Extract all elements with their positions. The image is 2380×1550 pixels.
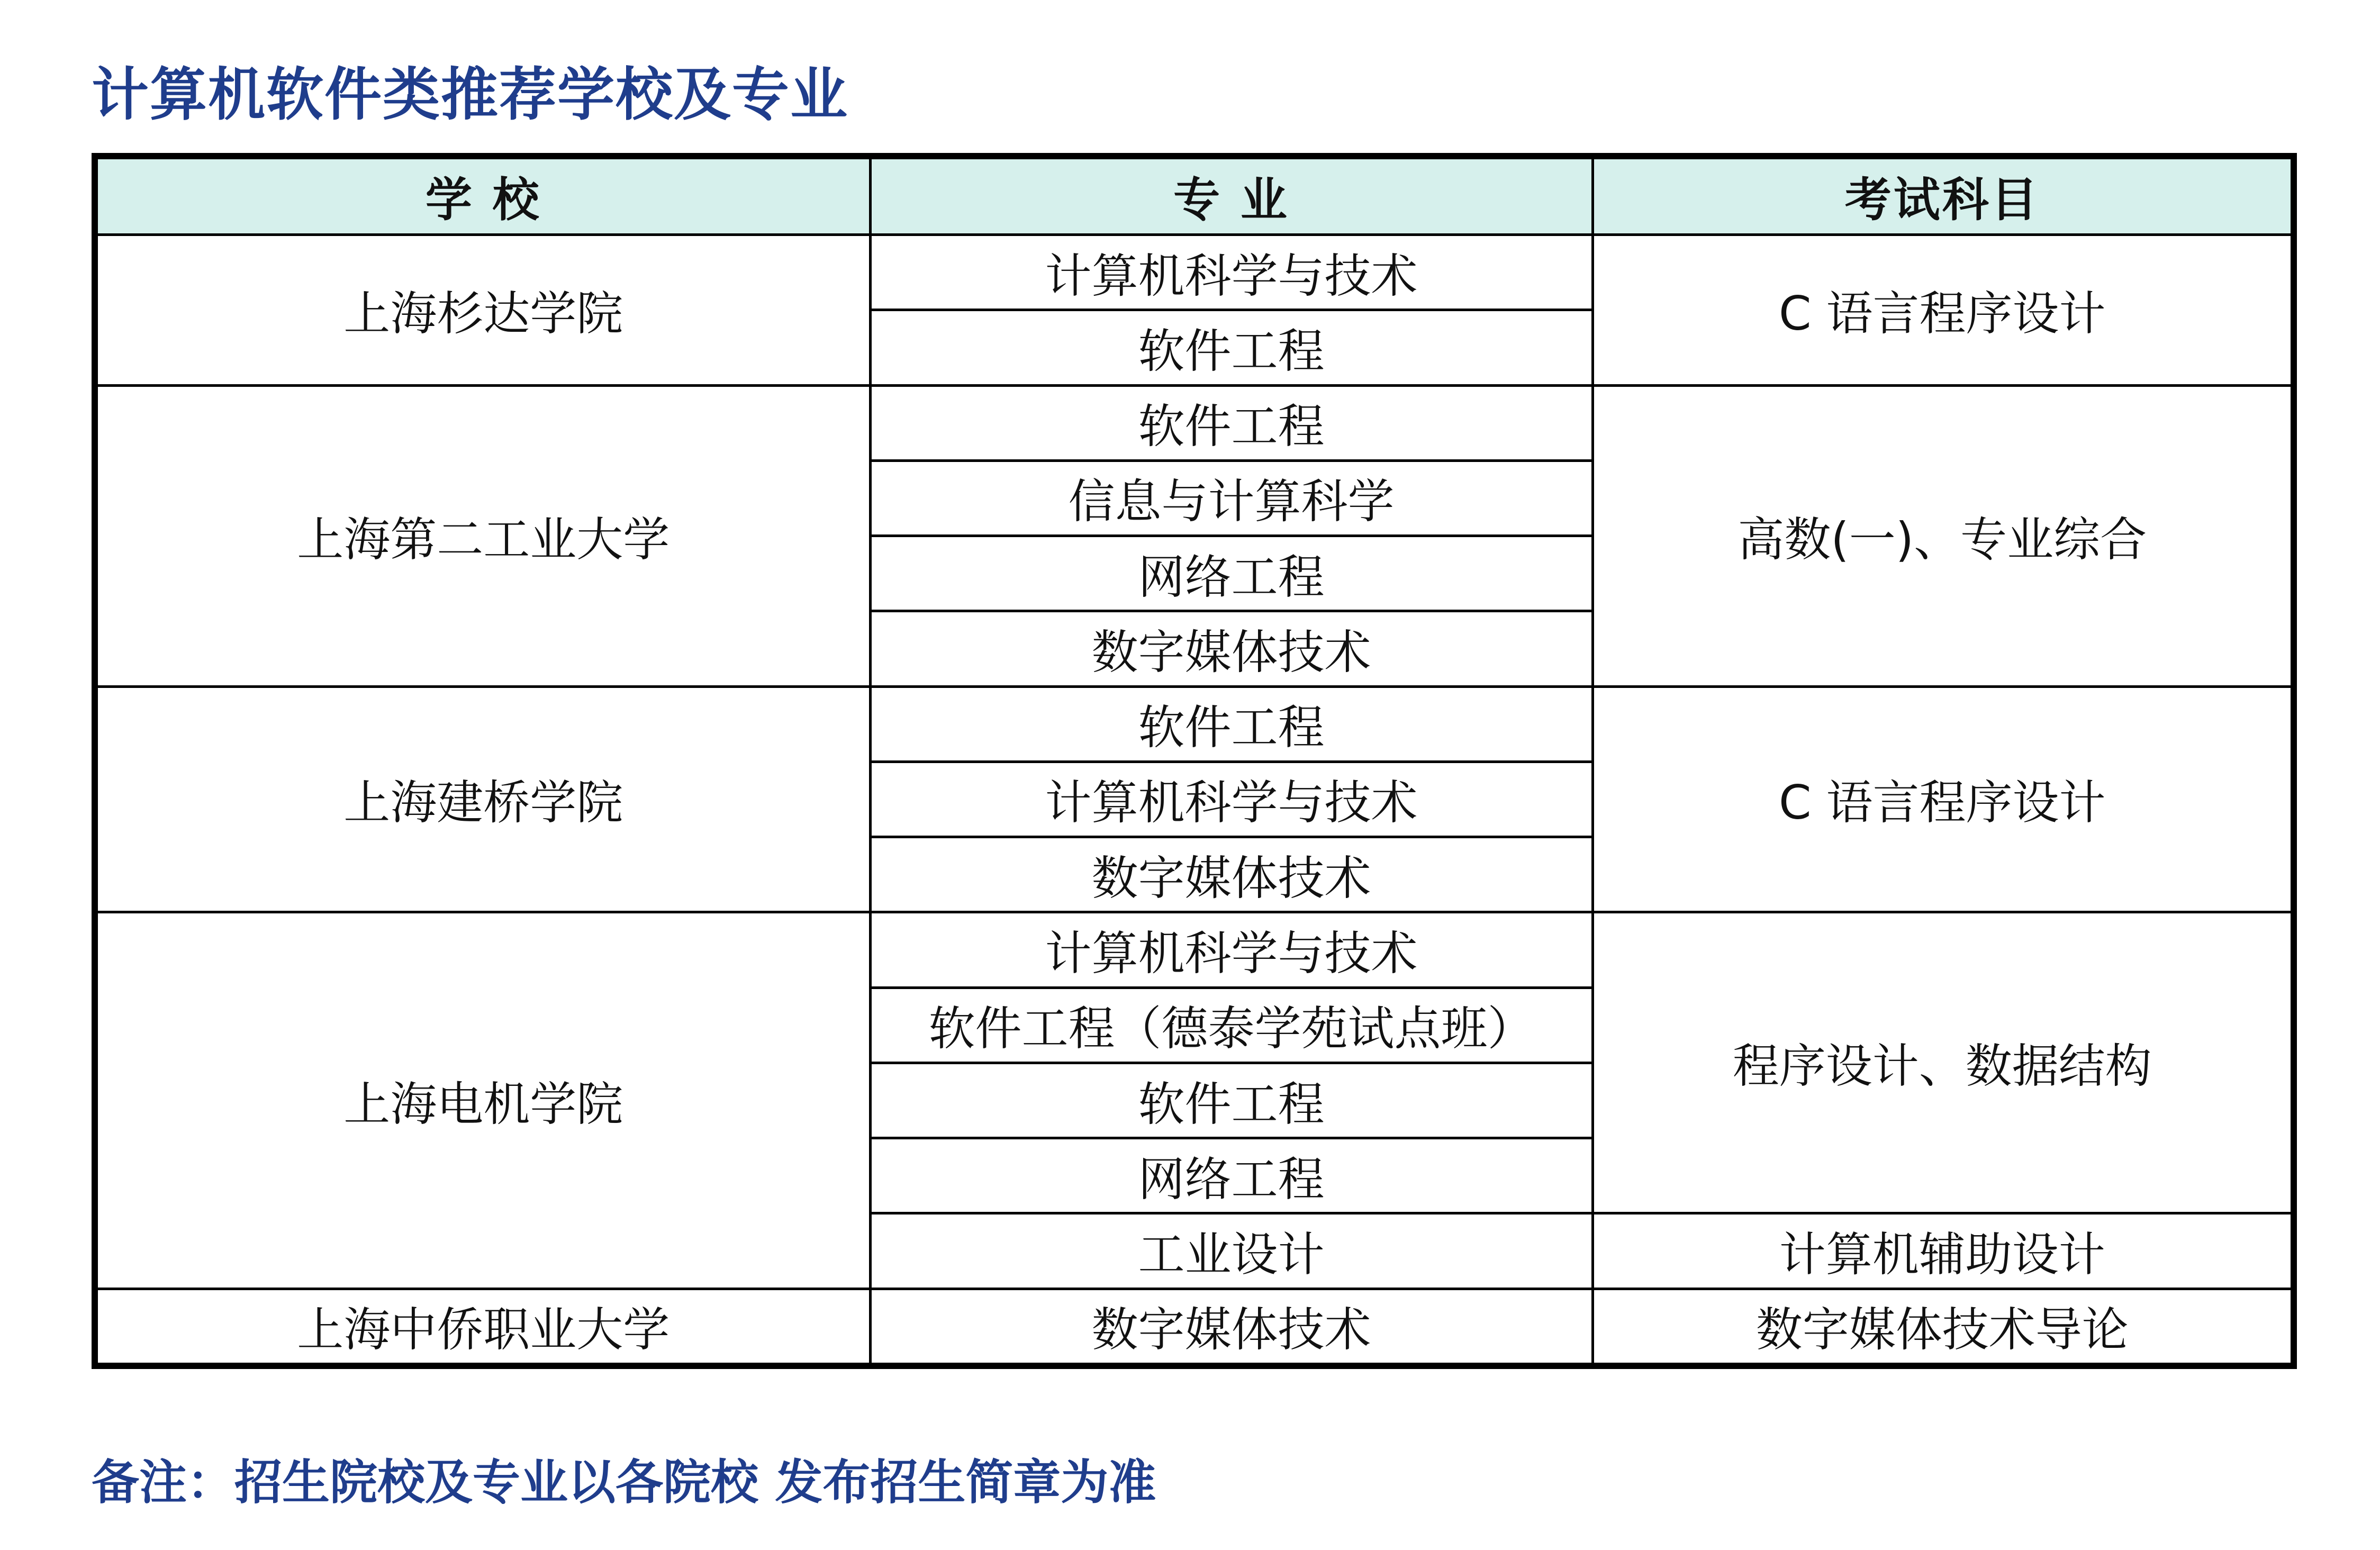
exam-cell: 高数(一)、专业综合 bbox=[1592, 385, 2294, 686]
school-cell: 上海电机学院 bbox=[95, 912, 870, 1289]
exam-cell: C 语言程序设计 bbox=[1592, 686, 2294, 912]
major-cell: 软件工程 bbox=[870, 385, 1592, 460]
major-cell: 软件工程 bbox=[870, 686, 1592, 762]
schools-table bbox=[92, 153, 2297, 1369]
header-school: 学 校 bbox=[95, 156, 870, 235]
major-cell: 网络工程 bbox=[870, 1138, 1592, 1213]
schools-table-container bbox=[92, 153, 2291, 1369]
footnote: 备注：招生院校及专业以各院校 发布招生简章为准 bbox=[92, 1455, 1156, 1510]
table-row bbox=[95, 385, 2294, 460]
major-cell: 软件工程（德泰学苑试点班） bbox=[870, 987, 1592, 1063]
major-cell: 数字媒体技术 bbox=[870, 1289, 1592, 1366]
school-cell: 上海建桥学院 bbox=[95, 686, 870, 912]
table-header-row bbox=[95, 156, 2294, 235]
school-cell: 上海第二工业大学 bbox=[95, 385, 870, 686]
page-title: 计算机软件类推荐学校及专业 bbox=[92, 62, 849, 128]
table-row bbox=[95, 235, 2294, 310]
major-cell: 计算机科学与技术 bbox=[870, 762, 1592, 837]
major-cell: 信息与计算科学 bbox=[870, 460, 1592, 536]
header-exam: 考试科目 bbox=[1592, 156, 2294, 235]
school-cell: 上海中侨职业大学 bbox=[95, 1289, 870, 1366]
major-cell: 软件工程 bbox=[870, 1063, 1592, 1138]
table-row bbox=[95, 1289, 2294, 1366]
major-cell: 计算机科学与技术 bbox=[870, 912, 1592, 987]
table-row bbox=[95, 686, 2294, 762]
exam-cell: 程序设计、数据结构 bbox=[1592, 912, 2294, 1213]
major-cell: 网络工程 bbox=[870, 536, 1592, 611]
major-cell: 计算机科学与技术 bbox=[870, 235, 1592, 310]
exam-cell: C 语言程序设计 bbox=[1592, 235, 2294, 386]
table-row bbox=[95, 912, 2294, 987]
header-major: 专 业 bbox=[870, 156, 1592, 235]
major-cell: 软件工程 bbox=[870, 310, 1592, 385]
major-cell: 工业设计 bbox=[870, 1213, 1592, 1289]
major-cell: 数字媒体技术 bbox=[870, 837, 1592, 912]
major-cell: 数字媒体技术 bbox=[870, 611, 1592, 686]
exam-cell: 数字媒体技术导论 bbox=[1592, 1289, 2294, 1366]
school-cell: 上海杉达学院 bbox=[95, 235, 870, 386]
exam-cell: 计算机辅助设计 bbox=[1592, 1213, 2294, 1289]
